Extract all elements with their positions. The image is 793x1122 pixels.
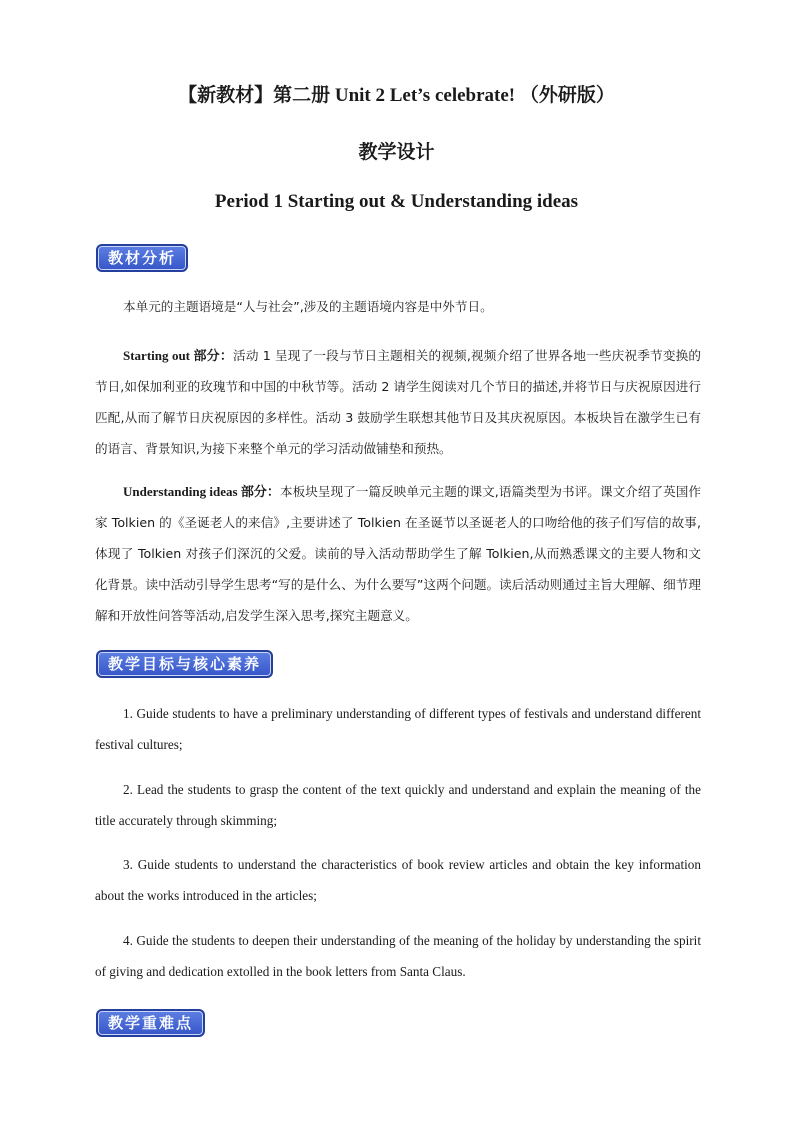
starting-out-lead: Starting out 部分： <box>123 348 234 363</box>
section-badge-key-points: 教学重难点 <box>96 1009 205 1037</box>
goal-item-3: 3. Guide students to understand the characteristics of book review articles and obtain the key information about the works introduced in the articles; <box>95 857 701 903</box>
section-badge-teaching-goals: 教学目标与核心素养 <box>96 650 273 678</box>
document-subtitle: 教学设计 <box>358 142 435 163</box>
understanding-ideas-text: 本板块呈现了一篇反映单元主题的课文,语篇类型为书评。课文介绍了英国作家 Tolkien 的《圣诞老人的来信》,主要讲述了 Tolkien 在圣诞节以圣诞老人的口吻给他的孩子们写信的故事,体现了 Tolkien 对孩子们深沉的父爱。读前的导入活动帮助学生了解 Tolkien,从而熟悉课文的主要人物和文化背景。读中活动引导学生思考“写的是什么、为什么要写”这两个问题。读后活动则通过主旨大理解、细节理解和开放性问答等活动,启发学生深入思考,探究主题意义。 <box>95 484 701 623</box>
period-title: Period 1 Starting out & Understanding ideas <box>214 191 579 212</box>
goal-item-4: 4. Guide the students to deepen their understanding of the meaning of the holiday by understanding the spirit of giving and dedication extolled in the book letters from Santa Claus. <box>95 933 701 979</box>
goal-item-2: 2. Lead the students to grasp the content of the text quickly and understand and explain the meaning of the title accurately through skimming; <box>95 782 701 828</box>
analysis-intro-paragraph: 本单元的主题语境是“人与社会”,涉及的主题语境内容是中外节日。 <box>123 299 493 314</box>
goal-item-1: 1. Guide students to have a preliminary understanding of different types of festivals and understand different festival cultures; <box>95 706 701 752</box>
starting-out-text: 活动 1 呈现了一段与节日主题相关的视频,视频介绍了世界各地一些庆祝季节变换的节日,如保加利亚的玫瑰节和中国的中秋节等。活动 2 请学生阅读对几个节日的描述,并将节日与庆祝原因进行匹配,从而了解节日庆祝原因的多样性。活动 3 鼓励学生联想其他节日及其庆祝原因。本板块旨在激学生已有的语言、背景知识,为接下来整个单元的学习活动做铺垫和预热。 <box>95 348 701 456</box>
document-title: 【新教材】第二册 Unit 2 Let’s celebrate! （外研版） <box>178 85 615 106</box>
understanding-ideas-lead: Understanding ideas 部分： <box>123 484 280 499</box>
understanding-ideas-paragraph <box>95 476 701 631</box>
starting-out-paragraph <box>95 340 701 464</box>
section-badge-textbook-analysis: 教材分析 <box>96 244 188 272</box>
